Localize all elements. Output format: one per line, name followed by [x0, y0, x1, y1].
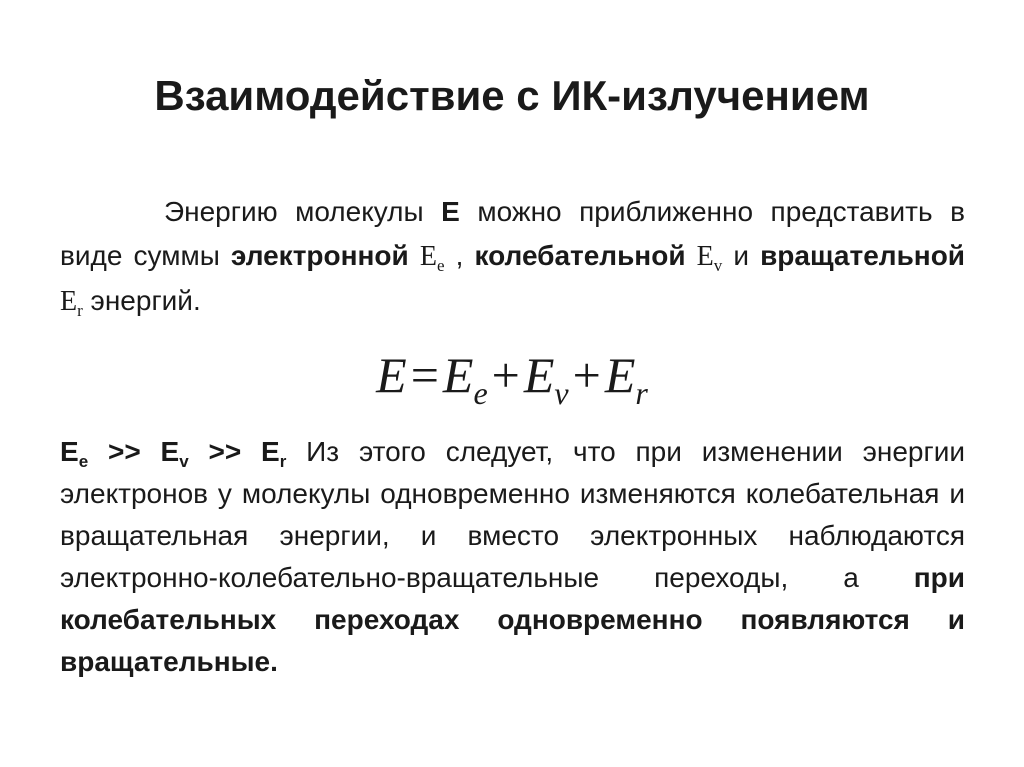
- bold-conclusion: при колебательных переходах одновременно появляются и вращательные.: [60, 562, 965, 677]
- symbol-base: E: [261, 436, 280, 467]
- slide-title: Взаимодействие с ИК-излучением: [154, 72, 870, 119]
- energy-formula: [0, 340, 1024, 410]
- symbol-base: E: [160, 436, 180, 467]
- space: [686, 240, 697, 271]
- text: ,: [444, 240, 475, 271]
- space: [409, 240, 420, 271]
- much-greater-sign: >>: [88, 436, 161, 467]
- term-base: E: [604, 347, 636, 403]
- symbol-subscript: e: [436, 256, 445, 275]
- formula-plus: +: [491, 347, 520, 403]
- term-vibrational: колебательной: [474, 240, 686, 271]
- symbol-subscript: v: [713, 256, 723, 275]
- symbol-subscript: r: [279, 452, 287, 471]
- symbol-Ev: [696, 241, 723, 275]
- term-rotational: вращательной: [760, 240, 966, 271]
- term-subscript: r: [635, 375, 648, 411]
- term-subscript: e: [473, 375, 488, 411]
- term-electronic: электронной: [230, 240, 409, 271]
- energy-description-paragraph: [60, 190, 965, 324]
- text: Из этого следует, что при изменении энергии электронов у молекулы одновременно изменяются колебательная и вращательная энергии, и вместо электронных наблюдаются электронно-колебательно-вращательные переходы, а: [60, 436, 965, 593]
- text: можно приближенно представить в виде суммы: [60, 196, 965, 271]
- text: и: [722, 240, 761, 271]
- formula-equals: =: [410, 347, 439, 403]
- symbol-subscript: r: [77, 301, 83, 320]
- energy-symbol: E: [441, 196, 460, 227]
- energy-relation-paragraph: [60, 431, 965, 683]
- term-base: E: [523, 347, 555, 403]
- formula-term-v: [523, 347, 569, 411]
- term-subscript: v: [554, 375, 569, 411]
- symbol-Er: [60, 286, 83, 320]
- formula-term-e: [442, 347, 488, 411]
- text: Энергию молекулы: [164, 196, 442, 227]
- formula-plus: +: [572, 347, 601, 403]
- symbol-base: E: [696, 241, 714, 272]
- symbol-subscript: v: [179, 452, 189, 471]
- relation-symbols: [60, 436, 287, 471]
- symbol-base: E: [60, 436, 79, 467]
- term-base: E: [442, 347, 474, 403]
- symbol-base: E: [60, 286, 78, 317]
- formula-lhs: E: [376, 347, 407, 403]
- symbol-Ee: [419, 241, 445, 275]
- symbol-subscript: e: [78, 452, 89, 471]
- symbol-base: E: [419, 241, 437, 272]
- text: энергий.: [82, 285, 201, 316]
- formula-term-r: [604, 347, 648, 411]
- much-greater-sign: >>: [188, 436, 262, 467]
